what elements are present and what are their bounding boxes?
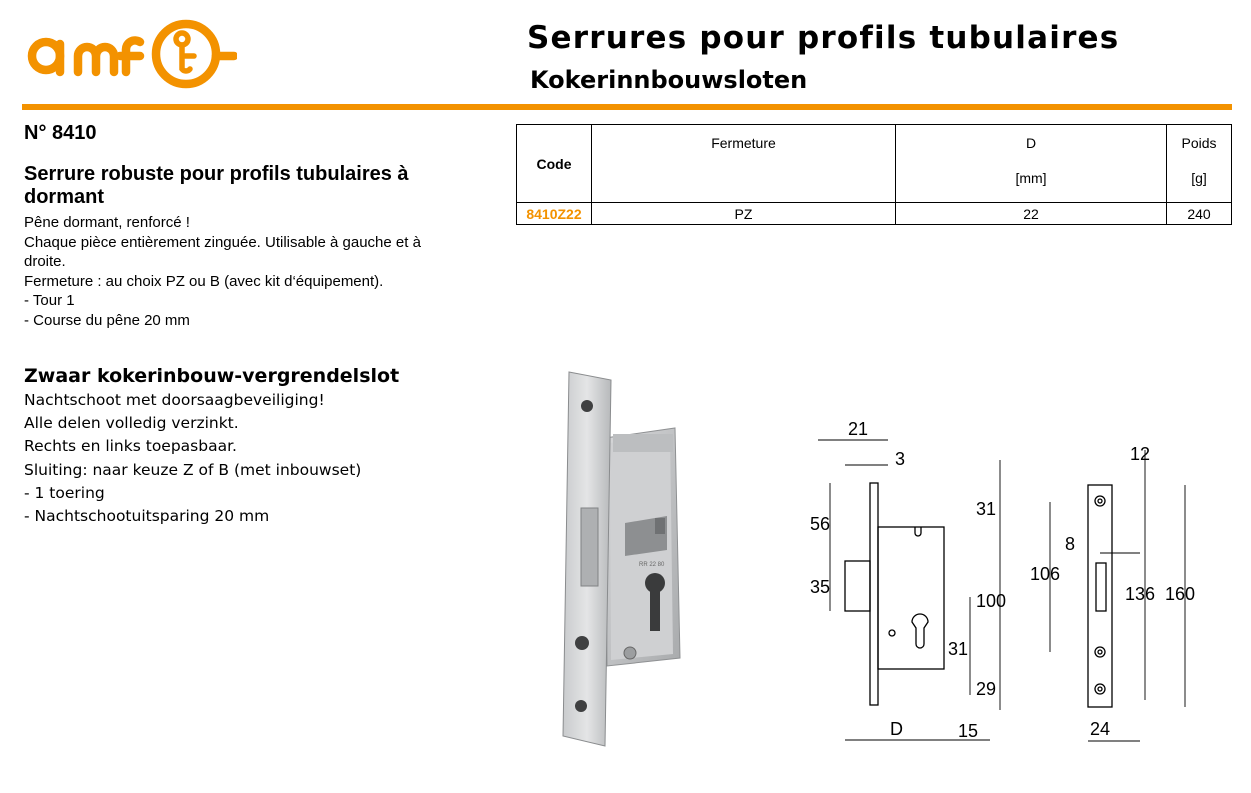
desc-fr-line: - Tour 1 [24,292,75,310]
page-title-nl: Kokerinnbouwsloten [530,66,808,94]
dim-100: 100 [976,591,1007,611]
desc-fr-line: Fermeture : au choix PZ ou B (avec kit d‘équipement). [24,272,384,290]
desc-nl-line: - 1 toering [24,483,105,502]
product-subtitle-fr: Serrure robuste pour profils tubulaires à dormant [24,163,409,208]
desc-nl-line: Alle delen volledig verzinkt. [24,414,239,433]
amf-logo [22,14,237,92]
product-photo [555,368,690,748]
description-nl [24,389,361,528]
header-d [896,125,1167,203]
dim-8: 8 [1065,534,1076,554]
product-subtitle-nl: Zwaar kokerinbouw-vergrendelslot [24,365,400,387]
dim-29: 29 [976,679,997,699]
header-closure [592,125,896,203]
header-d-unit: [mm] [1015,170,1047,186]
desc-fr-line: Pêne dormant, renforcé ! [24,214,190,231]
dim-24: 24 [1090,719,1111,739]
dim-15: 15 [958,721,979,741]
desc-nl-line: Nachtschoot met doorsaagbeveiliging! [24,391,325,409]
desc-nl-line: - Nachtschootuitsparing 20 mm [24,507,270,526]
cell-d: 22 [896,203,1167,225]
page-title-fr: Serrures pour profils tubulaires [527,20,1120,56]
dim-3: 3 [895,449,906,469]
header-weight-label: Poids [1181,135,1217,151]
header-closure-label: Fermeture [711,135,776,151]
desc-fr-line: Chaque pièce entièrement zinguée. Utilisable à gauche et à droite. [24,233,421,271]
cell-weight: 240 [1167,203,1232,225]
dim-12: 12 [1130,444,1151,464]
dim-136: 136 [1125,584,1156,604]
desc-nl-line: Sluiting: naar keuze Z of B (met inbouwset) [24,460,362,479]
header-weight [1167,125,1232,203]
header-code: Code [517,125,592,203]
dim-56: 56 [810,514,831,534]
dim-D: D [890,719,903,739]
header-d-label: D [1025,135,1037,151]
table-header-row [517,125,1232,203]
article-number: N° 8410 [24,122,97,144]
dim-35: 35 [810,577,831,597]
table-row [517,203,1232,225]
header-divider [22,104,1232,110]
dim-106: 106 [1030,564,1061,584]
desc-fr-line: - Course du pêne 20 mm [24,311,190,329]
cell-closure: PZ [592,203,896,225]
desc-nl-line: Rechts en links toepasbaar. [24,437,237,456]
cell-code[interactable]: 8410Z22 [517,203,592,225]
header-weight-unit: [g] [1191,170,1207,186]
technical-drawing [800,415,1220,755]
photo-stamp: RR 22 80 [639,562,665,568]
spec-table [516,124,1232,225]
dim-160: 160 [1165,584,1196,604]
dim-31-top: 31 [976,499,997,519]
description-fr [24,213,464,331]
dim-31: 31 [948,639,969,659]
dim-21: 21 [848,419,869,439]
